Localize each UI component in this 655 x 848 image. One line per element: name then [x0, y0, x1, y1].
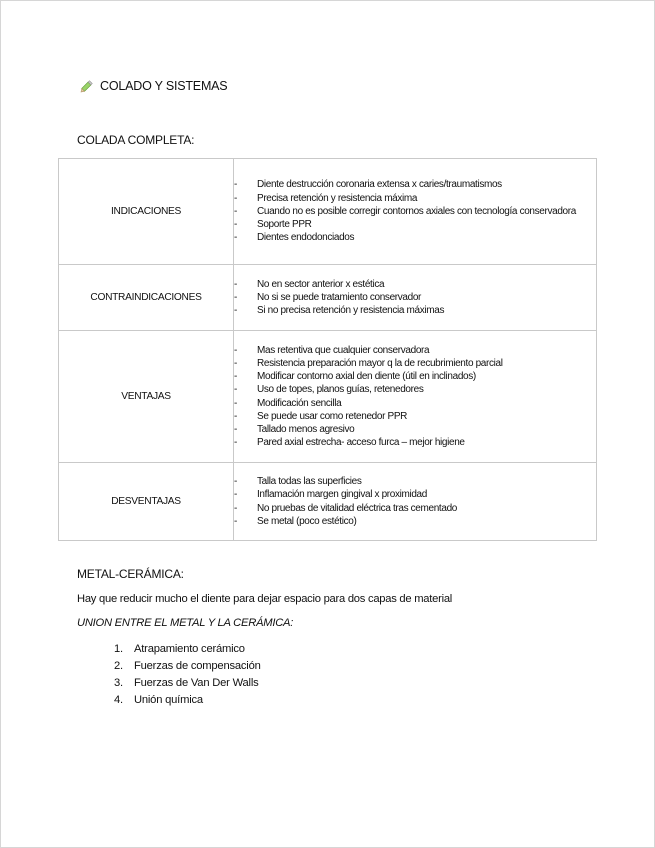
row-content: [234, 265, 597, 331]
list-item: - Mas retentiva que cualquier conservadora: [234, 344, 596, 357]
list-item: - Inflamación margen gingival x proximidad: [234, 488, 596, 501]
metal-ceramica-paragraph: Hay que reducir mucho el diente para dejar espacio para dos capas de material: [77, 593, 453, 605]
dash-list: [234, 278, 596, 318]
list-item: - Resistencia preparación mayor q la de recubrimiento parcial: [234, 357, 596, 370]
table-row: [59, 265, 597, 331]
row-content: [234, 463, 597, 541]
row-label: INDICACIONES: [59, 159, 234, 265]
list-item: - Tallado menos agresivo: [234, 423, 596, 436]
metal-ceramica-title: METAL-CERÁMICA:: [77, 567, 184, 581]
row-label: DESVENTAJAS: [59, 463, 234, 541]
table-row: [59, 331, 597, 463]
list-item: - Pared axial estrecha- acceso furca – mejor higiene: [234, 436, 596, 449]
heading-text: COLADO Y SISTEMAS: [100, 79, 228, 93]
list-item: - Modificar contorno axial den diente (útil en inclinados): [234, 370, 596, 383]
document-heading: [80, 79, 227, 93]
list-item: - Si no precisa retención y resistencia máximas: [234, 304, 596, 317]
colada-table: [58, 158, 597, 541]
list-item: 4. Unión química: [114, 694, 203, 706]
pencil-icon: [80, 79, 94, 93]
union-title: UNION ENTRE EL METAL Y LA CERÁMICA:: [77, 617, 294, 629]
table-row: [59, 159, 597, 265]
list-item: - Se puede usar como retenedor PPR: [234, 410, 596, 423]
dash-list: [234, 178, 596, 244]
list-item: - Modificación sencilla: [234, 397, 596, 410]
union-list: [114, 641, 261, 709]
table-row: [59, 463, 597, 541]
list-item: 3. Fuerzas de Van Der Walls: [114, 677, 259, 689]
list-item: - Se metal (poco estético): [234, 515, 596, 528]
dash-list: [234, 475, 596, 528]
dash-list: [234, 344, 596, 450]
list-item: 1. Atrapamiento cerámico: [114, 643, 245, 655]
list-item: - Uso de topes, planos guías, retenedores: [234, 383, 596, 396]
row-label: VENTAJAS: [59, 331, 234, 463]
colada-completa-title: COLADA COMPLETA:: [77, 133, 195, 147]
list-item: 2. Fuerzas de compensación: [114, 660, 261, 672]
list-item: - Talla todas las superficies: [234, 475, 596, 488]
list-item: - Precisa retención y resistencia máxima: [234, 192, 596, 205]
list-item: - No si se puede tratamiento conservador: [234, 291, 596, 304]
list-item: - No en sector anterior x estética: [234, 278, 596, 291]
list-item: - Diente destrucción coronaria extensa x caries/traumatismos: [234, 178, 596, 191]
list-item: - No pruebas de vitalidad eléctrica tras cementado: [234, 502, 596, 515]
row-content: [234, 159, 597, 265]
list-item: - Soporte PPR: [234, 218, 596, 231]
row-content: [234, 331, 597, 463]
row-label: CONTRAINDICACIONES: [59, 265, 234, 331]
list-item: - Cuando no es posible corregir contornos axiales con tecnología conservadora: [234, 205, 596, 218]
list-item: - Dientes endodonciados: [234, 231, 596, 244]
